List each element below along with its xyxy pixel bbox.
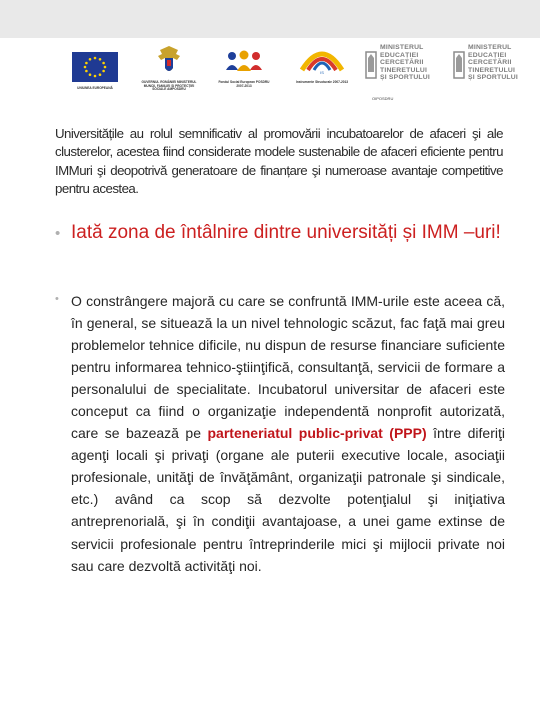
body-text-part: O constrângere majoră cu care se confruntă IMM-urile este aceea că, în general, se situează la un nivel tehnologic scăzut, fac faţă mai greu problemelor tehnice dificile, nu dispun de resurse financiare suficiente pentru informarea tehnico-ştiinţifică, consultanţă, servicii de formare a personalului de specialitate. Incubatorul universitar de afaceri este conceput ca fiind o organizaţie independentă nonprofit autorizată, care se bazează pe [71, 293, 505, 442]
fse-logo [218, 46, 270, 88]
body-text-part: între diferiţi agenţi locali şi privaţi (organe ale puterii executive locale, asociaţii profesionale, unităţi de învăţământ, organizaţii patronale şi sindicale, etc.) având ca scop să dezvolte potenţialul şi iniţiativa antreprenorială, şi în condiţii avantajoase, a unei game extinse de servicii profesionale pentru întreprinderile mici şi mijlocii private noi sau care dezvoltă activităţi noi. [71, 425, 505, 574]
ministry2-line: CERCETĂRII [468, 59, 512, 67]
top-band [0, 0, 540, 38]
ministry2-line: EDUCAȚIEI [468, 51, 507, 59]
eu-flag-logo [72, 52, 118, 91]
ministry-crest-icon [452, 48, 466, 82]
ministry2-line: ȘI SPORTULUI [468, 74, 518, 82]
structural-instruments-icon [294, 44, 350, 76]
ministry1-line: CERCETĂRII [380, 59, 424, 67]
fse-people-icon [218, 46, 270, 76]
ministry1-line: MINISTERUL [380, 44, 424, 51]
ministry1-line: EDUCAȚIEI [380, 51, 419, 59]
fse-caption: Fondul Social European POSDRU 2007-2013 [218, 80, 270, 88]
ministry-crest-icon [364, 48, 378, 82]
bullet-highlight [55, 221, 505, 246]
ministry1-line: ȘI SPORTULUI [380, 74, 430, 82]
gov-logo [140, 44, 198, 92]
bullet-dot-icon: • [55, 293, 59, 305]
coat-of-arms-icon [140, 44, 198, 76]
bullet-body-text [71, 290, 505, 577]
ministry2-line: TINERETULUI [468, 66, 516, 74]
logo-row [0, 42, 540, 104]
eu-flag-icon [72, 52, 118, 82]
bullet-body [55, 290, 505, 577]
gov-caption: GUVERNUL ROMÂNIEI MINISTERUL MUNCII, FAMILIEI ȘI PROTECȚIEI SOCIALE AMPOSDRU [141, 80, 197, 92]
project-id: OIPOSDRU [372, 96, 394, 101]
ministry-logo-1 [364, 42, 444, 92]
intro-paragraph: Universitățile au rolul semnificativ al promovării incubatoarelor de afaceri şi ale clusterelor, acestea fiind considerate modele sustenabile de afaceri eficiente pentru IMMuri şi deopotrivă generatoare de finanțare şi numeroase avantaje competitive pentru acestea. [55, 126, 503, 196]
eu-caption: UNIUNEA EUROPEANĂ [77, 86, 113, 90]
ministry1-line: TINERETULUI [380, 66, 428, 74]
ministry-logo-2 [452, 42, 534, 92]
bullet-highlight-text: Iată zona de întâlnire dintre universități și IMM –uri! [71, 222, 501, 243]
is-caption: Instrumente Structurale 2007-2013 [295, 80, 349, 84]
bullet-dot-icon: • [55, 225, 61, 242]
ministry2-line: MINISTERUL [468, 44, 512, 51]
ppp-highlight: parteneriatul public-privat (PPP) [207, 425, 427, 442]
is-logo [294, 44, 350, 85]
svg-text:IS: IS [320, 70, 324, 75]
